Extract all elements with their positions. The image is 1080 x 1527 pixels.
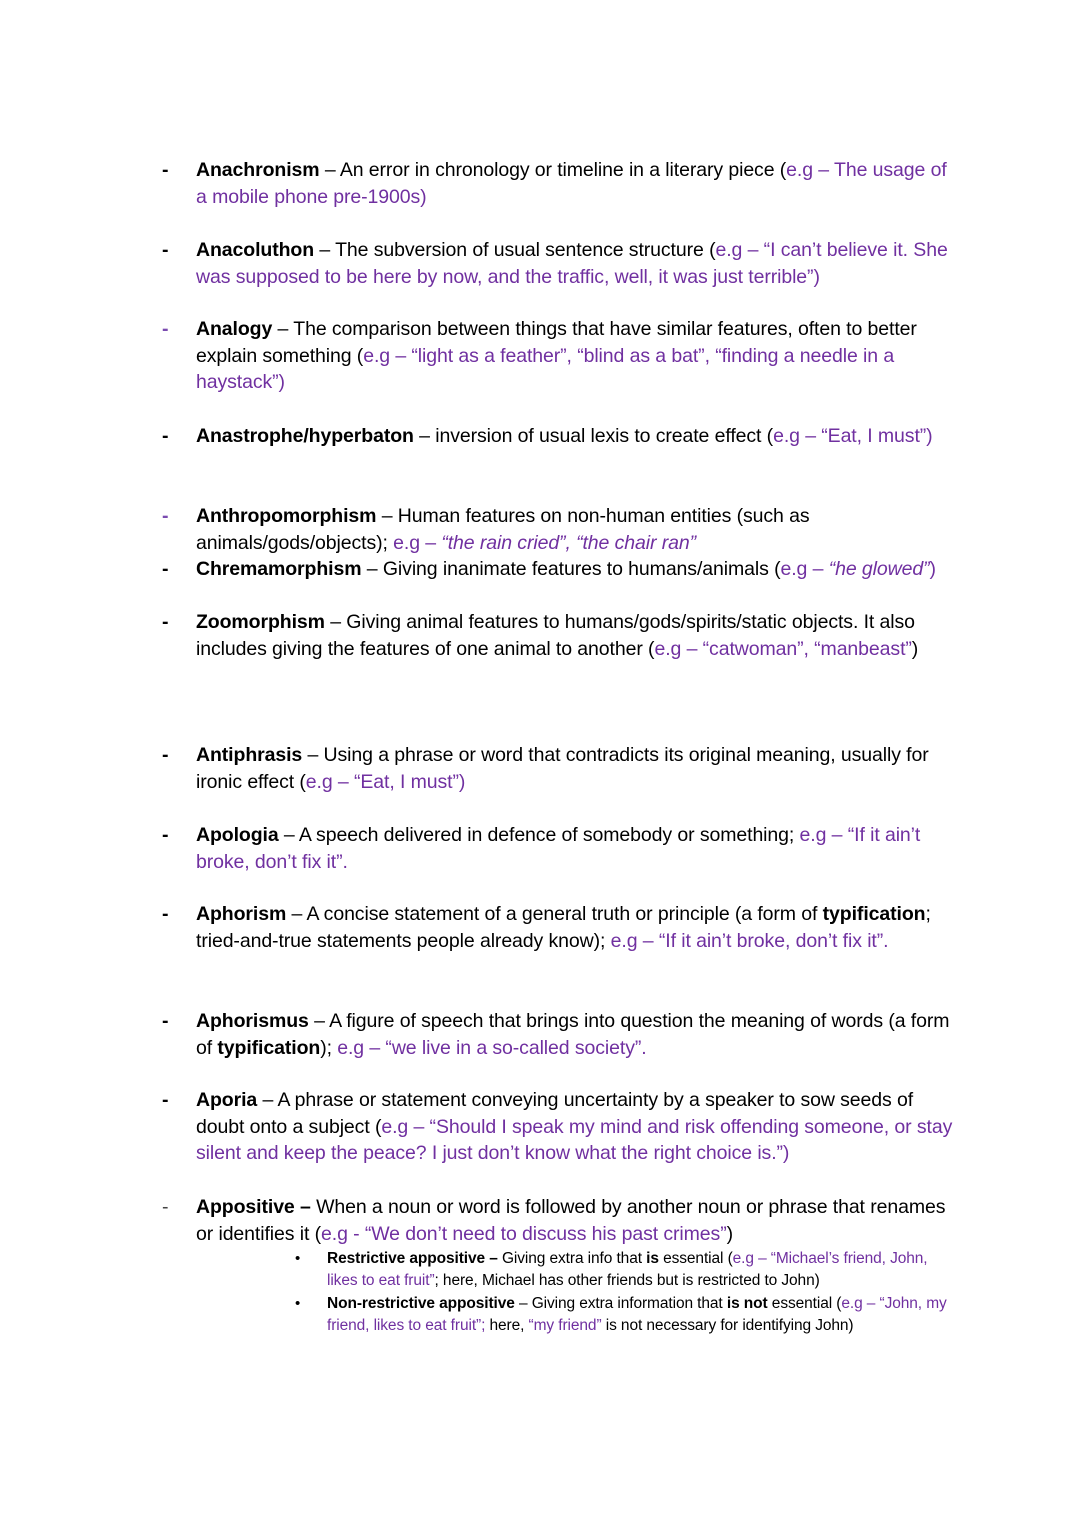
dash-bullet-icon: - (162, 903, 169, 925)
term-label: Non-restrictive appositive (327, 1295, 515, 1312)
definition-text: – Giving inanimate features to humans/animals ( (361, 558, 781, 580)
example-text: e.g – “Eat, I must”) (773, 425, 933, 447)
example-text: “my friend” (528, 1317, 602, 1334)
sub-bullet-restrictive-appositive (295, 1248, 957, 1292)
example-text: e.g – “If it ain’t broke, don’t fix it”. (610, 929, 889, 952)
term-label: Zoomorphism (196, 611, 325, 633)
definition-text: – A concise statement of a general truth or principle (a form of (286, 903, 823, 925)
definition-text: – The comparison between things that have similar features, often to better explain something ( (196, 318, 917, 367)
definition-text: essential ( (658, 1250, 733, 1267)
glossary-entry-analogy (162, 316, 956, 396)
term-label: Anthropomorphism (196, 505, 377, 527)
term-label: Antiphrasis (196, 744, 303, 766)
example-text: e.g – (780, 558, 829, 580)
definition-text: is not necessary for identifying John) (601, 1317, 854, 1334)
glossary-entry-anacoluthon (162, 237, 956, 290)
definition-text: – Human features on non-human entities (such as animals/gods/objects); (196, 505, 810, 554)
example-text: e.g – “I can’t believe it. She was supposed to be here by now, and the traffic, well, it was just terrible”) (196, 239, 948, 288)
example-text: e.g – “catwoman”, “manbeast” (654, 637, 912, 660)
dash-bullet-icon: - (162, 824, 169, 846)
term-label: Anastrophe/hyperbaton (196, 425, 414, 447)
example-text: e.g – “If it ain’t broke, don’t fix it”. (196, 824, 921, 873)
definition-text: here, (485, 1317, 529, 1334)
definition-text: – A figure of speech that brings into question the meaning of words (a form of (196, 1010, 950, 1059)
dash-bullet-icon: - (162, 611, 169, 633)
emphasis-text: is (646, 1250, 659, 1267)
glossary-entry-apologia (162, 822, 956, 875)
glossary-entry-anachronism (162, 157, 956, 210)
definition-text: – Using a phrase or word that contradicts its original meaning, usually for ironic effect ( (196, 744, 929, 793)
definition-text: ) (911, 637, 919, 660)
dash-bullet-icon: - (162, 744, 169, 766)
term-label: Anachronism (196, 159, 320, 181)
example-text: e.g – “we live in a so-called society”. (337, 1036, 647, 1059)
term-label: Aporia (196, 1089, 258, 1111)
definition-text: ; here, Michael has other friends but is restricted to John) (434, 1272, 820, 1289)
example-text: e.g – “light as a feather”, “blind as a bat”, “finding a needle in a haystack”) (196, 344, 895, 394)
example-text: “the rain cried”, “the chair ran” (441, 531, 696, 554)
dash-bullet-icon: - (162, 1010, 169, 1032)
glossary-entry-anastrophe (162, 423, 956, 450)
example-text: e.g – “Michael’s friend, John, likes to eat fruit” (327, 1250, 928, 1289)
bullet-dot-icon: • (295, 1295, 301, 1312)
term-label: Aphorism (196, 903, 287, 925)
dash-bullet-icon: - (162, 318, 169, 340)
term-label: Apologia (196, 824, 279, 846)
definition-text: – The subversion of usual sentence structure ( (314, 239, 716, 261)
dash-bullet-icon: - (162, 239, 169, 261)
glossary-entry-aphorism (162, 901, 956, 954)
term-label: Restrictive appositive – (327, 1250, 498, 1267)
glossary-entry-aphorismus (162, 1008, 956, 1061)
definition-text: – An error in chronology or timeline in a literary piece ( (319, 159, 787, 181)
definition-text: Giving extra info that (497, 1250, 647, 1267)
definition-text: ) (726, 1222, 734, 1245)
dash-bullet-icon: - (162, 159, 169, 181)
emphasis-text: typification (217, 1036, 321, 1059)
dash-bullet-icon: - (162, 505, 169, 527)
glossary-entry-aporia (162, 1087, 956, 1167)
example-text: “he glowed” (828, 558, 930, 580)
emphasis-text: is not (726, 1295, 768, 1312)
definition-text: ; tried-and-true statements people already know); (196, 903, 931, 952)
glossary-entry-appositive (162, 1194, 956, 1247)
definition-text: essential ( (767, 1295, 842, 1312)
definition-text: ); (320, 1036, 338, 1059)
example-text: e.g – “Eat, I must”) (305, 770, 466, 793)
bullet-dot-icon: • (295, 1250, 301, 1267)
definition-text: – Giving animal features to humans/gods/spirits/static objects. It also includes giving the features of one animal to another ( (196, 611, 915, 660)
sub-bullet-non-restrictive-appositive (295, 1293, 957, 1337)
term-label: Chremamorphism (196, 558, 362, 580)
dash-bullet-icon: - (162, 1089, 169, 1111)
glossary-entry-anthropomorphism (162, 503, 956, 556)
dash-bullet-icon: - (162, 425, 169, 447)
definition-text: – A speech delivered in defence of somebody or something; (278, 824, 800, 846)
dash-bullet-icon: - (162, 1196, 169, 1218)
example-text: e.g - “We don’t need to discuss his past crimes” (321, 1222, 727, 1245)
definition-text: – A phrase or statement conveying uncertainty by a speaker to sow seeds of doubt onto a subject ( (196, 1089, 914, 1138)
definition-text: When a noun or word is followed by another noun or phrase that renames or identifies it ( (196, 1196, 946, 1245)
example-text: e.g – The usage of a mobile phone pre-1900s) (196, 159, 947, 208)
term-label: Anacoluthon (196, 239, 315, 261)
term-label: Aphorismus (196, 1010, 309, 1032)
term-label: Appositive – (196, 1196, 311, 1218)
example-text: e.g – “John, my friend, likes to eat fruit”; (327, 1295, 947, 1334)
glossary-entry-chremamorphism (162, 556, 956, 583)
example-text: e.g – (393, 531, 442, 554)
definition-text: – Giving extra information that (514, 1295, 727, 1312)
emphasis-text: typification (822, 903, 926, 925)
term-label: Analogy (196, 318, 273, 340)
definition-text: – inversion of usual lexis to create effect ( (413, 425, 774, 447)
glossary-entry-antiphrasis (162, 742, 956, 795)
dash-bullet-icon: - (162, 558, 169, 580)
glossary-entry-zoomorphism (162, 609, 956, 662)
example-text: ) (929, 558, 936, 580)
example-text: e.g – “Should I speak my mind and risk offending someone, or stay silent and keep the peace? I just don’t know what the right choice is.”) (196, 1115, 953, 1165)
